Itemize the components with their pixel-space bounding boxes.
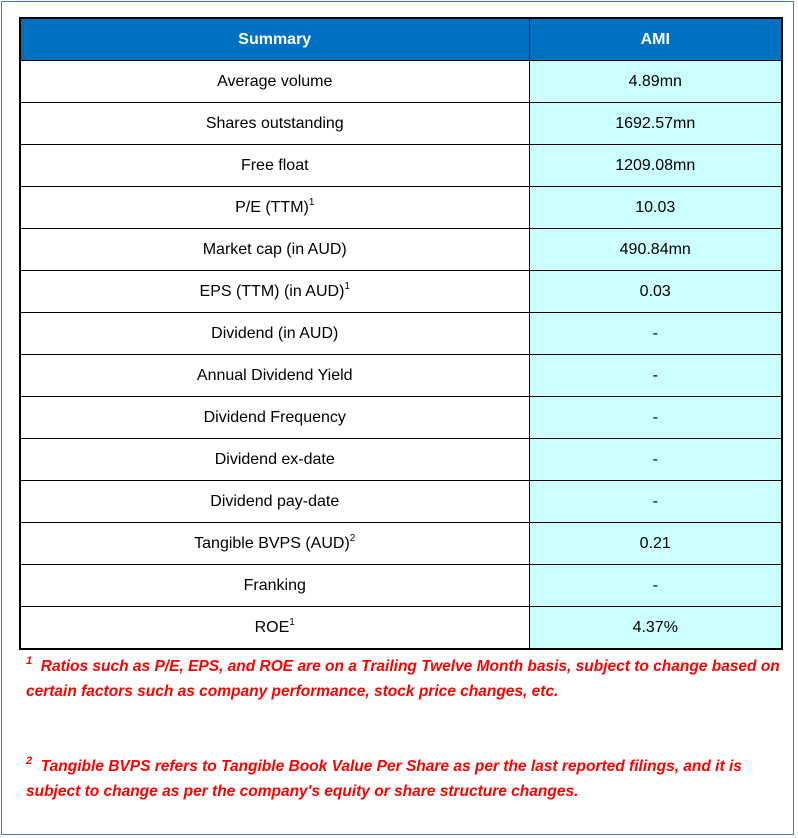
- footnote-ref: 1: [289, 616, 295, 628]
- footnote-ref: 1: [344, 280, 350, 292]
- header-summary: Summary: [20, 18, 529, 61]
- row-label-cell: [20, 187, 529, 229]
- row-value: -: [529, 397, 782, 439]
- table-row: [20, 229, 782, 271]
- row-label: Tangible BVPS (AUD): [194, 534, 350, 552]
- row-label-cell: [20, 397, 529, 439]
- row-label-cell: [20, 439, 529, 481]
- row-value: 490.84mn: [529, 229, 782, 271]
- row-label: ROE: [254, 618, 290, 636]
- row-label: P/E (TTM): [235, 198, 309, 216]
- row-value: -: [529, 355, 782, 397]
- table-row: [20, 397, 782, 439]
- table-row: [20, 61, 782, 103]
- footnote-text: Ratios such as P/E, EPS, and ROE are on a Trailing Twelve Month basis, subject to change based on certain factors such as company performance, stock price changes, etc.: [26, 658, 780, 700]
- row-label: Free float: [240, 156, 309, 174]
- table-row: [20, 607, 782, 650]
- row-label-cell: [20, 61, 529, 103]
- footnote-text: Tangible BVPS refers to Tangible Book Value Per Share as per the last reported filings, and it is subject to change as per the company's equity or share structure changes.: [26, 758, 742, 800]
- row-label: Dividend Frequency: [203, 408, 346, 426]
- row-label: Annual Dividend Yield: [196, 366, 353, 384]
- row-label: Market cap (in AUD): [202, 240, 347, 258]
- table-row: [20, 271, 782, 313]
- table-header-row: [20, 18, 782, 61]
- table-row: [20, 565, 782, 607]
- footnote-ref: 2: [349, 532, 356, 544]
- row-value: 10.03: [529, 187, 782, 229]
- footnote-marker: 2: [26, 755, 33, 767]
- row-label-cell: [20, 565, 529, 607]
- row-label: Shares outstanding: [205, 114, 344, 132]
- row-label-cell: [20, 103, 529, 145]
- table-row: [20, 355, 782, 397]
- row-label-cell: [20, 313, 529, 355]
- row-value: 4.37%: [529, 607, 782, 650]
- summary-table: [19, 17, 783, 650]
- footnote-1: [26, 654, 786, 704]
- row-label: Franking: [243, 576, 306, 594]
- row-value: 0.21: [529, 523, 782, 565]
- row-label-cell: [20, 481, 529, 523]
- row-label-cell: [20, 355, 529, 397]
- table-row: [20, 523, 782, 565]
- row-label: Average volume: [217, 72, 333, 90]
- table-row: [20, 481, 782, 523]
- row-label-cell: [20, 523, 529, 565]
- row-label-cell: [20, 607, 529, 650]
- row-value: -: [529, 481, 782, 523]
- row-value: 1209.08mn: [529, 145, 782, 187]
- table-row: [20, 145, 782, 187]
- table-row: [20, 103, 782, 145]
- row-label: Dividend (in AUD): [211, 324, 339, 342]
- row-value: -: [529, 439, 782, 481]
- row-label-cell: [20, 145, 529, 187]
- table-row: [20, 313, 782, 355]
- table-body: [20, 61, 782, 650]
- row-label: Dividend pay-date: [210, 492, 340, 510]
- footnote-ref: 1: [308, 196, 315, 208]
- footnote-marker: 1: [26, 655, 33, 667]
- row-value: 1692.57mn: [529, 103, 782, 145]
- row-label-cell: [20, 229, 529, 271]
- row-value: -: [529, 565, 782, 607]
- row-value: -: [529, 313, 782, 355]
- footnote-2: [26, 754, 786, 804]
- summary-panel: [1, 1, 794, 835]
- row-value: 0.03: [529, 271, 782, 313]
- row-value: 4.89mn: [529, 61, 782, 103]
- row-label: Dividend ex-date: [214, 450, 335, 468]
- row-label: EPS (TTM) (in AUD): [199, 282, 345, 300]
- table-row: [20, 187, 782, 229]
- header-ticker: AMI: [529, 18, 782, 61]
- table-row: [20, 439, 782, 481]
- row-label-cell: [20, 271, 529, 313]
